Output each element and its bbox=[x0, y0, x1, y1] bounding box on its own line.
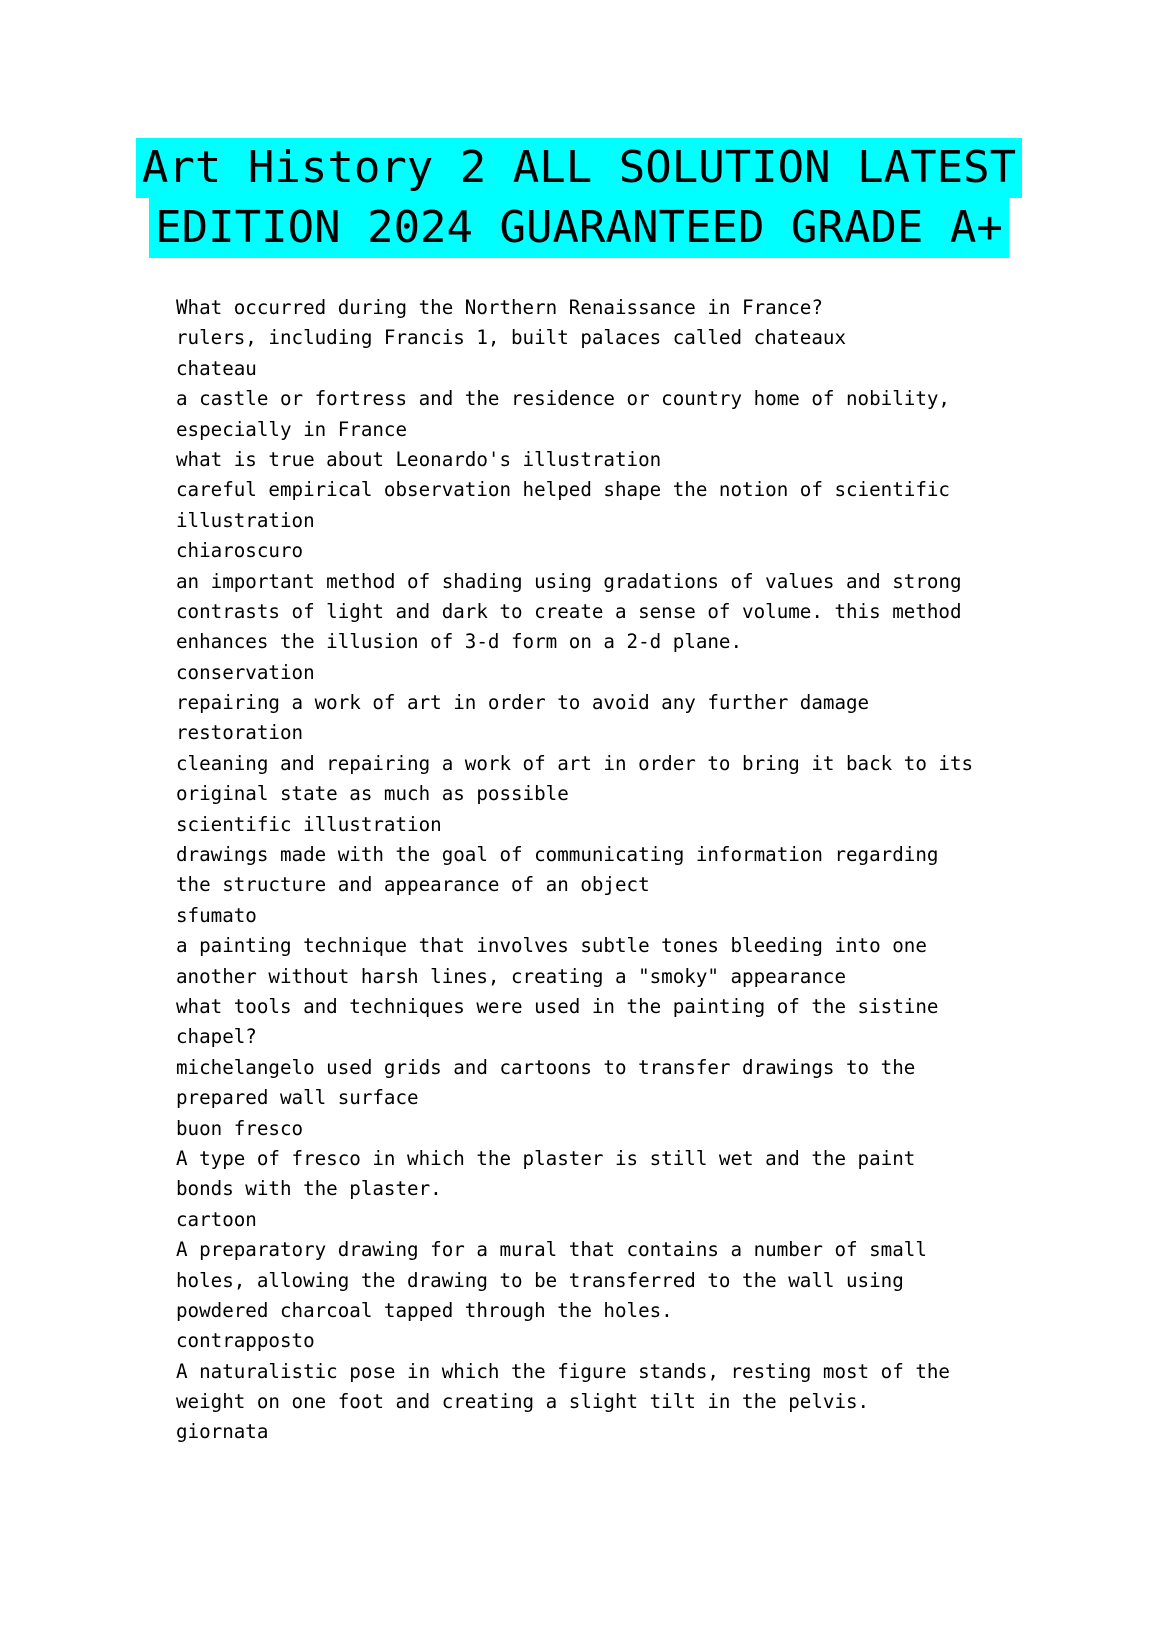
text-line: giornata bbox=[176, 1420, 269, 1444]
text-line: A naturalistic pose in which the figure stands, resting most of the bbox=[176, 1359, 950, 1383]
text-line: cartoon bbox=[176, 1207, 257, 1231]
text-line: chiaroscuro bbox=[176, 539, 304, 563]
text-line: a painting technique that involves subtle tones bleeding into one bbox=[176, 934, 927, 958]
text-line: the structure and appearance of an object bbox=[176, 873, 650, 897]
title-line-1: Art History 2 ALL SOLUTION LATEST bbox=[136, 138, 1022, 198]
text-line: cleaning and repairing a work of art in order to bring it back to its bbox=[176, 751, 974, 775]
document-title bbox=[0, 138, 1158, 258]
text-line: weight on one foot and creating a slight tilt in the pelvis. bbox=[176, 1390, 870, 1414]
text-line: prepared wall surface bbox=[176, 1086, 419, 1110]
text-line: chapel? bbox=[176, 1025, 257, 1049]
title-line-2: EDITION 2024 GUARANTEED GRADE A+ bbox=[149, 198, 1009, 258]
text-line: michelangelo used grids and cartoons to transfer drawings to the bbox=[176, 1055, 916, 1079]
text-line: careful empirical observation helped shape the notion of scientific bbox=[176, 478, 950, 502]
text-line: especially in France bbox=[176, 417, 408, 441]
text-line: what tools and techniques were used in the painting of the sistine bbox=[176, 994, 939, 1018]
text-line: scientific illustration bbox=[176, 812, 442, 836]
text-line: holes, allowing the drawing to be transferred to the wall using bbox=[176, 1268, 904, 1292]
text-line: What occurred during the Northern Renaissance in France? bbox=[176, 296, 823, 319]
text-line: contrapposto bbox=[176, 1329, 315, 1353]
text-line: what is true about Leonardo's illustration bbox=[176, 447, 662, 471]
text-line: A type of fresco in which the plaster is still wet and the paint bbox=[176, 1146, 916, 1170]
text-line: repairing a work of art in order to avoid any further damage bbox=[176, 691, 870, 715]
text-line: rulers, including Francis 1, built palaces called chateaux bbox=[176, 326, 847, 350]
text-line: A preparatory drawing for a mural that contains a number of small bbox=[176, 1238, 927, 1262]
text-line: buon fresco bbox=[176, 1116, 304, 1140]
text-line: bonds with the plaster. bbox=[176, 1177, 442, 1201]
text-line: drawings made with the goal of communicating information regarding bbox=[176, 843, 939, 867]
text-line: a castle or fortress and the residence or country home of nobility, bbox=[176, 387, 950, 411]
text-line: restoration bbox=[176, 721, 304, 745]
text-line: powdered charcoal tapped through the holes. bbox=[176, 1298, 673, 1322]
text-line: another without harsh lines, creating a "smoky" appearance bbox=[176, 964, 847, 988]
text-line: enhances the illusion of 3-d form on a 2-d plane. bbox=[176, 630, 743, 654]
text-line: contrasts of light and dark to create a sense of volume. this method bbox=[176, 599, 962, 623]
text-line: an important method of shading using gradations of values and strong bbox=[176, 569, 962, 593]
text-line: chateau bbox=[176, 356, 257, 380]
document-body bbox=[176, 293, 996, 1448]
text-line: illustration bbox=[176, 508, 315, 532]
text-line: original state as much as possible bbox=[176, 782, 569, 806]
text-line: sfumato bbox=[176, 903, 257, 927]
text-line: conservation bbox=[176, 660, 315, 684]
